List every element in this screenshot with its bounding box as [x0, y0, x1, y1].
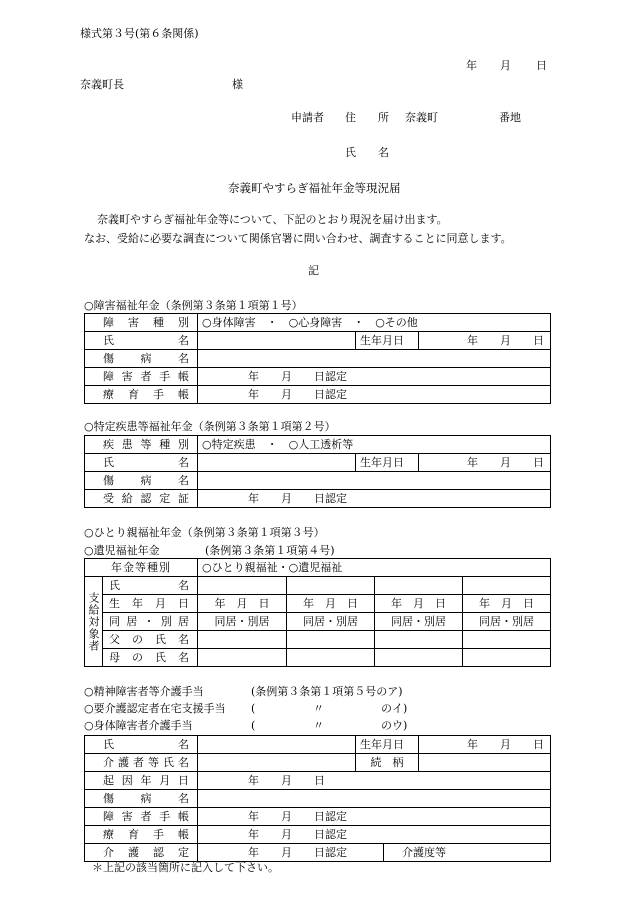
sec4-birth-field[interactable]: 年 月 日 [419, 736, 551, 754]
sec4-ryoiku-field[interactable]: 年 月 日認定 [198, 826, 551, 844]
sec4-heading-3d: のウ) [381, 719, 408, 732]
sec3-living-4[interactable]: 同居・別居 [463, 613, 551, 631]
banchi-label: 番地 [499, 111, 521, 124]
sec1-handbook-label: 障害者手帳 [85, 368, 198, 386]
sec4-heading-2a: ○要介護認定者在宅支援手当 [84, 702, 226, 715]
sec4-handbook-field[interactable]: 年 月 日認定 [198, 808, 551, 826]
sec1-table [84, 313, 551, 404]
sec3-living-3[interactable]: 同居・別居 [375, 613, 463, 631]
sec3-name-2[interactable] [287, 577, 375, 595]
date-day: 日 [536, 59, 547, 72]
sec4-cause-date-label: 起因年月日 [85, 772, 198, 790]
sec3-mother-1[interactable] [198, 649, 287, 667]
sec4-relation-field[interactable] [419, 754, 551, 772]
sec3-father-label: 父の氏名 [103, 631, 198, 649]
sec4-heading-3b: ( [251, 719, 256, 732]
sec2-name-field[interactable] [198, 454, 356, 472]
sec2-disease-label: 傷病名 [85, 472, 198, 490]
sec1-name-label: 氏名 [85, 332, 198, 350]
sec4-heading-2c: 〃 [313, 702, 324, 715]
sama-label: 様 [232, 78, 243, 91]
sec2-cert-label: 受給認定証 [85, 490, 198, 508]
sec1-ryoiku-label: 療育手帳 [85, 386, 198, 404]
sec4-heading-2b: ( [251, 702, 256, 715]
applicant-name-label: 氏 名 [345, 146, 389, 159]
sec4-name-field[interactable] [198, 736, 356, 754]
sec4-heading-1b: (条例第３条第１項第５号のア) [251, 685, 403, 698]
sec1-type-label: 障害種別 [85, 314, 198, 332]
sec4-ryoiku-label: 療育手帳 [85, 826, 198, 844]
sec4-care-level-label: 介護度等 [384, 844, 551, 862]
sec4-name-label: 氏名 [85, 736, 198, 754]
sec3-birth-1[interactable]: 年 月 日 [198, 595, 287, 613]
sec4-heading-3a: ○身体障害者介護手当 [84, 719, 193, 732]
sec3-name-4[interactable] [463, 577, 551, 595]
sec3-living-label: 同居・別居 [103, 613, 198, 631]
sec3-father-4[interactable] [463, 631, 551, 649]
sec3-table [84, 558, 551, 667]
sec4-relation-label: 続 柄 [356, 754, 419, 772]
sec2-table [84, 435, 551, 508]
sec4-heading-1a: ○精神障害者等介護手当 [84, 685, 204, 698]
sec1-birth-field[interactable]: 年 月 日 [419, 332, 551, 350]
sec3-heading-2a: ○遺児福祉年金 [84, 544, 160, 557]
body-text-2: なお、受給に必要な調査について関係官署に問い合わせ、調査することに同意します。 [84, 232, 512, 245]
sec4-birth-label: 生年月日 [356, 736, 419, 754]
date-year: 年 [466, 59, 477, 72]
sec4-carer-label: 介護者等氏名 [85, 754, 198, 772]
sec4-disease-field[interactable] [198, 790, 551, 808]
sec3-birth-2[interactable]: 年 月 日 [287, 595, 375, 613]
sec2-cert-field[interactable]: 年 月 日認定 [198, 490, 551, 508]
sec3-birth-4[interactable]: 年 月 日 [463, 595, 551, 613]
address-label: 住 所 [345, 111, 389, 124]
form-number: 様式第３号(第６条関係) [80, 27, 199, 40]
sec2-heading: ○特定疾患等福祉年金（条例第３条第１項第２号） [84, 420, 336, 433]
sec3-heading-2b: (条例第３条第１項第４号) [205, 544, 335, 557]
sec1-birth-label: 生年月日 [356, 332, 419, 350]
sec1-handbook-field[interactable]: 年 月 日認定 [198, 368, 551, 386]
sec3-side-label: 支給対象者 [85, 577, 103, 667]
sec3-birth-3[interactable]: 年 月 日 [375, 595, 463, 613]
date-month: 月 [500, 59, 511, 72]
sec1-ryoiku-field[interactable]: 年 月 日認定 [198, 386, 551, 404]
sec3-living-1[interactable]: 同居・別居 [198, 613, 287, 631]
mayor-label: 奈義町長 [80, 78, 124, 91]
sec3-name-3[interactable] [375, 577, 463, 595]
footnote: ＊上記の該当箇所に記入して下さい。 [92, 861, 279, 874]
ki-label: 記 [308, 264, 319, 277]
sec3-heading-1: ○ひとり親福祉年金（条例第３条第１項第３号） [84, 526, 325, 539]
sec2-type-label: 疾患等種別 [85, 436, 198, 454]
sec3-mother-4[interactable] [463, 649, 551, 667]
sec4-carer-field[interactable] [198, 754, 356, 772]
sec3-name-label: 氏名 [103, 577, 198, 595]
sec3-father-1[interactable] [198, 631, 287, 649]
sec3-mother-2[interactable] [287, 649, 375, 667]
sec1-heading: ○障害福祉年金（条例第３条第１項第１号） [84, 299, 303, 312]
sec3-type-options[interactable]: ○ひとり親福祉・○遺児福祉 [198, 559, 551, 577]
sec2-birth-label: 生年月日 [356, 454, 419, 472]
sec4-table [84, 735, 551, 862]
sec1-disease-label: 傷病名 [85, 350, 198, 368]
sec1-name-field[interactable] [198, 332, 356, 350]
sec2-type-options[interactable]: ○特定疾患 ・ ○人工透析等 [198, 436, 551, 454]
sec3-type-label: 年金等種別 [85, 559, 198, 577]
sec2-name-label: 氏名 [85, 454, 198, 472]
sec4-heading-3c: 〃 [313, 719, 324, 732]
sec3-mother-3[interactable] [375, 649, 463, 667]
sec4-disease-label: 傷病名 [85, 790, 198, 808]
sec3-father-2[interactable] [287, 631, 375, 649]
sec3-name-1[interactable] [198, 577, 287, 595]
sec3-mother-label: 母の氏名 [103, 649, 198, 667]
sec4-care-cert-label: 介護認定 [85, 844, 198, 862]
sec3-father-3[interactable] [375, 631, 463, 649]
sec2-disease-field[interactable] [198, 472, 551, 490]
sec4-care-cert-field[interactable]: 年 月 日認定 [198, 844, 384, 862]
address-town: 奈義町 [405, 111, 438, 124]
body-text-1: 奈義町やすらぎ福祉年金等について、下記のとおり現況を届け出ます。 [97, 213, 448, 226]
sec4-cause-date-field[interactable]: 年 月 日 [198, 772, 551, 790]
sec4-handbook-label: 障害者手帳 [85, 808, 198, 826]
sec3-birth-label: 生年月日 [103, 595, 198, 613]
sec4-heading-2d: のイ) [381, 702, 408, 715]
sec1-disease-field[interactable] [198, 350, 551, 368]
sec3-living-2[interactable]: 同居・別居 [287, 613, 375, 631]
sec2-birth-field[interactable]: 年 月 日 [419, 454, 551, 472]
document-title: 奈義町やすらぎ福祉年金等現況届 [228, 181, 401, 195]
sec1-type-options[interactable]: ○身体障害 ・ ○心身障害 ・ ○その他 [198, 314, 551, 332]
applicant-label: 申請者 [291, 111, 324, 124]
